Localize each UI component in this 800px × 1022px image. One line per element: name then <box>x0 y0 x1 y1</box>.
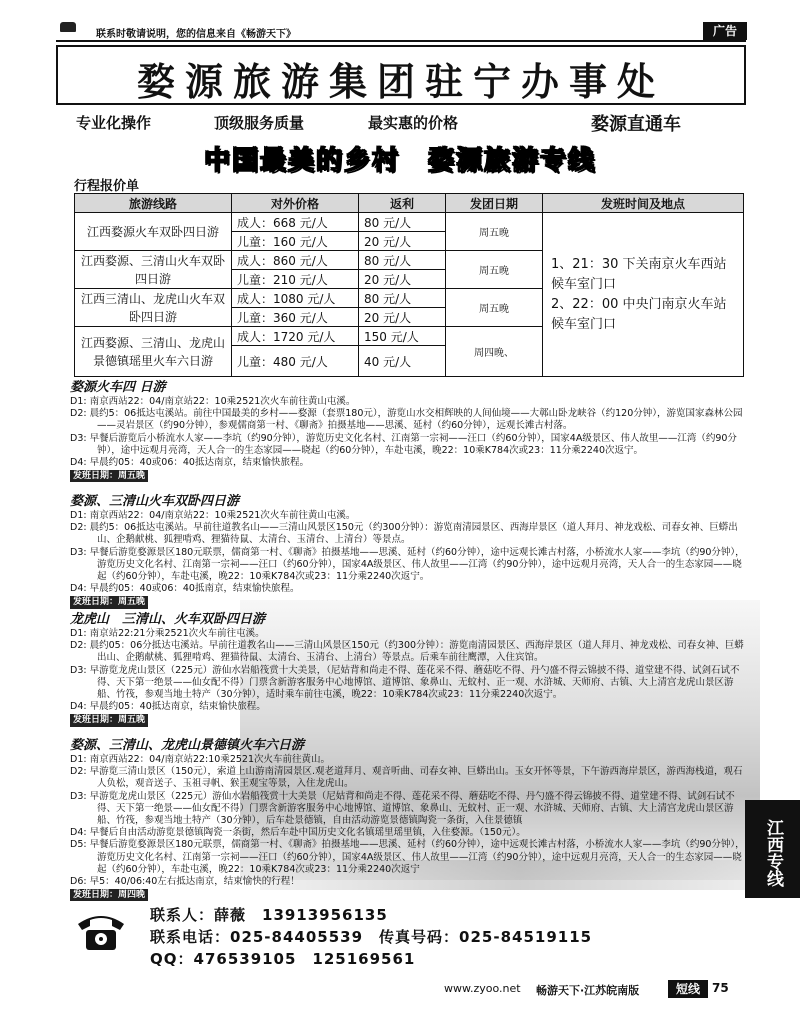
departure-date-label: 发班日期：周五晚 <box>70 714 148 726</box>
child-price: 儿童：480 元/人 <box>232 346 359 377</box>
contact-qq: QQ：476539105 125169561 <box>150 950 416 968</box>
day-line <box>70 827 746 839</box>
adult-rebate: 80 元/人 <box>359 213 446 232</box>
day-line <box>70 408 746 432</box>
day-label: D1: <box>70 396 87 407</box>
header-divider <box>56 40 746 42</box>
departure-date-label: 发班日期：周五晚 <box>70 596 148 608</box>
adult-price: 成人：860 元/人 <box>232 251 359 270</box>
day-text: 南京站22:21分乘2521次火车前往屯溪。 <box>89 628 265 639</box>
header-notice: 联系时敬请说明，您的信息来自《畅游天下》 <box>96 29 296 40</box>
day-label: D6: <box>70 876 87 888</box>
departure-cell <box>543 213 744 377</box>
day-text: 早游览龙虎山景区（225元）游仙水岩船筏赏十大美景，（尼姑背和尚走不得、莲花采不得、蘑菇吃不得、丹勺盛不得云锦披不得、道堂建不得、试剑石试不得、天下第一绝景——仙女配不得）门票含新游客服务中心地博馆、道博馆、象鼻山、无蚊村、正一观、水浒城、天师府、古镇、大上清宫龙虎山景区游船、竹筏，参观当地土特产（30分钟），适时乘车前往屯溪，晚22：10乘K784次或23：11分乘2240次返宁。 <box>89 664 740 701</box>
child-price: 儿童：360 元/人 <box>232 308 359 327</box>
top-bar <box>0 0 800 38</box>
day-label: D1: <box>70 628 87 639</box>
day-line <box>70 396 746 408</box>
footer-tag: 短线 <box>668 980 708 998</box>
day-line <box>70 640 746 664</box>
day-text: 晨约5：06抵达屯溪站。前往中国最美的乡村——婺源（套票180元），游览山水交相辉映的人间仙境——大鄣山卧龙峡谷（约120分钟），游览国家森林公园——灵岩景区（约90分钟），参观儒商第一村、《聊斋》拍摄基地——思溪、延村（约60分钟），远观长滩古村落。 <box>89 408 743 432</box>
feature-4: 婺源直通车 <box>591 114 681 135</box>
child-price: 儿童：210 元/人 <box>232 270 359 289</box>
features-row <box>76 112 726 134</box>
day-line <box>70 510 746 522</box>
day-text: 早晨约05：40或06：40抵南京，结束愉快旅程。 <box>89 583 300 595</box>
route-cell: 江西三清山、龙虎山火车双卧四日游 <box>75 289 232 327</box>
day-line <box>70 701 746 713</box>
contact-block <box>72 904 742 968</box>
day-label: D4: <box>70 583 87 595</box>
day-text: 晨约5：06抵达屯溪站。早前往道教名山——三清山风景区150元（约300分钟）：游览南清园景区、西海岸景区（道人拜月、神龙戏松、司春女神、巨蟒出山、企鹅献桃、狐狸啃鸡、狸猫待鼠、太清台、玉清台、上清台）等景点。 <box>89 522 738 546</box>
itinerary-2 <box>70 494 746 609</box>
departure-1: 1、21：30 下关南京火车西站候车室门口 <box>551 256 727 292</box>
day-text: 南京西站22：04/南京站22:10乘2521次火车前往黄山。 <box>89 754 331 765</box>
day-line <box>70 522 746 546</box>
day-line <box>70 547 746 584</box>
date-cell: 周四晚、 <box>446 327 543 377</box>
child-rebate: 40 元/人 <box>359 346 446 377</box>
adult-price: 成人：1720 元/人 <box>232 327 359 346</box>
day-text: 早餐后游览婺源景区180元联票，儒商第一村、《聊斋》拍摄基地——思溪、延村（约60分钟），途中远观长滩古村落，小桥流水人家——李坑（约90分钟），游览历史文化名村、江南第一宗祠——汪口（约60分钟），国家4A级景区、伟人故里——江湾（约90分钟），途中远观月亮湾，天人合一的生态家园——晓起（约60分钟），车赴屯溪，晚22：10乘K784次或23：11分乘2240次返宁。 <box>89 546 745 583</box>
child-price: 儿童：160 元/人 <box>232 232 359 251</box>
itinerary-4 <box>70 738 746 901</box>
day-label: D2: <box>70 766 87 778</box>
day-line <box>70 628 746 640</box>
contact-person: 联系人：薛薇 13913956135 <box>150 906 388 924</box>
day-label: D3: <box>70 790 87 802</box>
itinerary-title: 婺源、三清山火车双卧四日游 <box>70 494 240 509</box>
day-text: 早餐后自由活动游览景德镇陶瓷一条街，然后车赴中国历史文化名镇瑶里瑶里镇，入住婺源。（150元）。 <box>89 827 526 839</box>
departure-date-label: 发班日期：周五晚 <box>70 470 148 482</box>
adult-price: 成人：1080 元/人 <box>232 289 359 308</box>
day-line <box>70 665 746 702</box>
day-label: D2: <box>70 640 87 652</box>
telephone-icon <box>72 906 130 956</box>
itinerary-3 <box>70 612 746 727</box>
child-rebate: 20 元/人 <box>359 308 446 327</box>
day-text: 南京西站22：04/南京站22：10乘2521次火车前往黄山屯溪。 <box>89 396 356 407</box>
ad-tag: 广告 <box>703 22 747 40</box>
date-cell: 周五晚 <box>446 213 543 251</box>
price-table <box>74 193 744 377</box>
day-text: 南京西站22：04/南京站22：10乘2521次火车前往黄山屯溪。 <box>89 510 356 521</box>
day-line <box>70 791 746 828</box>
day-label: D1: <box>70 510 87 521</box>
feature-2: 顶级服务质量 <box>214 114 305 132</box>
day-text: 早5：40/06:40左右抵达南京，结束愉快的行程！ <box>89 876 300 888</box>
footer <box>0 980 800 1004</box>
title-box <box>56 45 746 105</box>
child-rebate: 20 元/人 <box>359 232 446 251</box>
sidebar-label: 江西专线 <box>745 800 800 898</box>
day-line <box>70 876 746 888</box>
day-label: D5: <box>70 839 87 851</box>
col-header: 对外价格 <box>232 194 359 213</box>
day-label: D1: <box>70 754 87 765</box>
date-cell: 周五晚 <box>446 289 543 327</box>
day-label: D3: <box>70 432 87 444</box>
adult-rebate: 80 元/人 <box>359 289 446 308</box>
contact-phone: 联系电话：025-84405539 传真号码：025-84519115 <box>150 928 593 946</box>
day-line <box>70 766 746 790</box>
feature-3: 最实惠的价格 <box>368 114 459 132</box>
footer-url[interactable]: www.zyoo.net <box>444 982 521 995</box>
child-rebate: 20 元/人 <box>359 270 446 289</box>
day-text: 早晨约05：40抵达南京，结束愉快旅程。 <box>89 701 266 713</box>
day-line <box>70 433 746 457</box>
day-label: D2: <box>70 522 87 534</box>
day-text: 早餐后游览婺源景区180元联票，儒商第一村、《聊斋》拍摄基地——思溪、延村（约60分钟），途中远观长滩古村落，小桥流水人家——李坑（约90分钟），游览历史文化名村、江南第一宗祠——汪口（约60分钟），国家4A级景区、伟人故里——江湾（约90分钟），途中远观月亮湾，天人合一的生态家园——晓起（约60分钟），车赴屯溪，晚22：10乘K784次或23：11分乘2240次返宁 <box>89 839 745 875</box>
day-text: 晨约05：06分抵达屯溪站。早前往道教名山——三清山风景区150元（约300分钟）：游览南清园景区、西海岸景区（道人拜月、神龙戏松、司春女神、巨蟒出山、企鹅献桃、狐狸啃鸡、狸猫待鼠、太清台、玉清台、上清台）等景点。后乘车前往鹰潭，入住宾馆。 <box>89 640 744 664</box>
itinerary-1 <box>70 380 746 482</box>
col-header: 返利 <box>359 194 446 213</box>
page-number: 75 <box>712 981 729 995</box>
table-header-row <box>75 194 744 213</box>
day-label: D4: <box>70 701 87 713</box>
feature-1: 专业化操作 <box>76 114 152 132</box>
day-line <box>70 754 746 766</box>
logo-icon <box>60 22 76 32</box>
footer-publication: 畅游天下·江苏皖南版 <box>536 984 640 997</box>
slogan: 中国最美的乡村 婺源旅游专线 <box>203 146 596 176</box>
day-text: 早游览三清山景区（150元），索道上山游南清园景区.观老道拜月、观音听曲、司春女神、巨蟒出山。玉女开怀等景，下午游西海岸景区，游西海栈道，观石人负松，观音送子、玉祖寻帆、猴王观宝等景，入住龙虎山。 <box>89 766 743 790</box>
adult-price: 成人：668 元/人 <box>232 213 359 232</box>
day-label: D4: <box>70 827 87 839</box>
day-label: D3: <box>70 546 87 558</box>
table-row <box>75 213 744 232</box>
day-label: D4: <box>70 457 87 469</box>
col-header: 旅游线路 <box>75 194 232 213</box>
date-cell: 周五晚 <box>446 251 543 289</box>
adult-rebate: 150 元/人 <box>359 327 446 346</box>
price-section-title: 行程报价单 <box>74 179 140 194</box>
route-cell: 江西婺源、三清山、龙虎山景德镇瑶里火车六日游 <box>75 327 232 377</box>
departure-date-label: 发班日期：周四晚 <box>70 889 148 901</box>
col-header: 发团日期 <box>446 194 543 213</box>
day-label: D3: <box>70 664 87 676</box>
itinerary-title: 婺源火车四 日游 <box>70 380 166 395</box>
route-cell: 江西婺源火车双卧四日游 <box>75 213 232 251</box>
itinerary-title: 婺源、三清山、龙虎山景德镇火车六日游 <box>70 738 305 753</box>
day-text: 早游览龙虎山景区（225元）游仙水岩船筏赏十大美景（尼姑背和尚走不得、莲花采不得、蘑菇吃不得、丹勺盛不得云锦披不得、道堂建不得、试剑石试不得、天下第一绝景——仙女配不得）门票含新游客服务中心地博馆、道博馆、象鼻山、无蚊村、正一观、水浒城、天师府、古镇、大上清宫龙虎山景区游船、竹筏，参观当地土特产（30分钟），后车赴景德镇，自由活动游览景德镇陶瓷一条街，入住景德镇 <box>89 790 735 827</box>
itinerary-title: 龙虎山 三清山、火车双卧四日游 <box>70 612 266 627</box>
route-cell: 江西婺源、三清山火车双卧四日游 <box>75 251 232 289</box>
adult-rebate: 80 元/人 <box>359 251 446 270</box>
day-text: 早晨约05：40或06：40抵达南京，结束愉快旅程。 <box>89 457 309 469</box>
departure-2: 2、22：00 中央门南京火车站候车室门口 <box>551 296 727 332</box>
page-title: 婺源旅游集团驻宁办事处 <box>136 59 665 104</box>
col-header: 发班时间及地点 <box>543 194 744 213</box>
day-line <box>70 583 746 595</box>
day-text: 早餐后游览后小桥流水人家——李坑（约90分钟），游览历史文化名村、江南第一宗祠——汪口（约60分钟），国家4A级景区、伟人故里——江湾（约90分钟），途中远观月亮湾，天人合一的生态家园——晓起（约60分钟），车赴屯溪，晚22：10乘K784次或23：11分乘2240次返宁。 <box>89 432 737 456</box>
day-line <box>70 839 746 876</box>
day-line <box>70 457 746 469</box>
day-label: D2: <box>70 408 87 420</box>
